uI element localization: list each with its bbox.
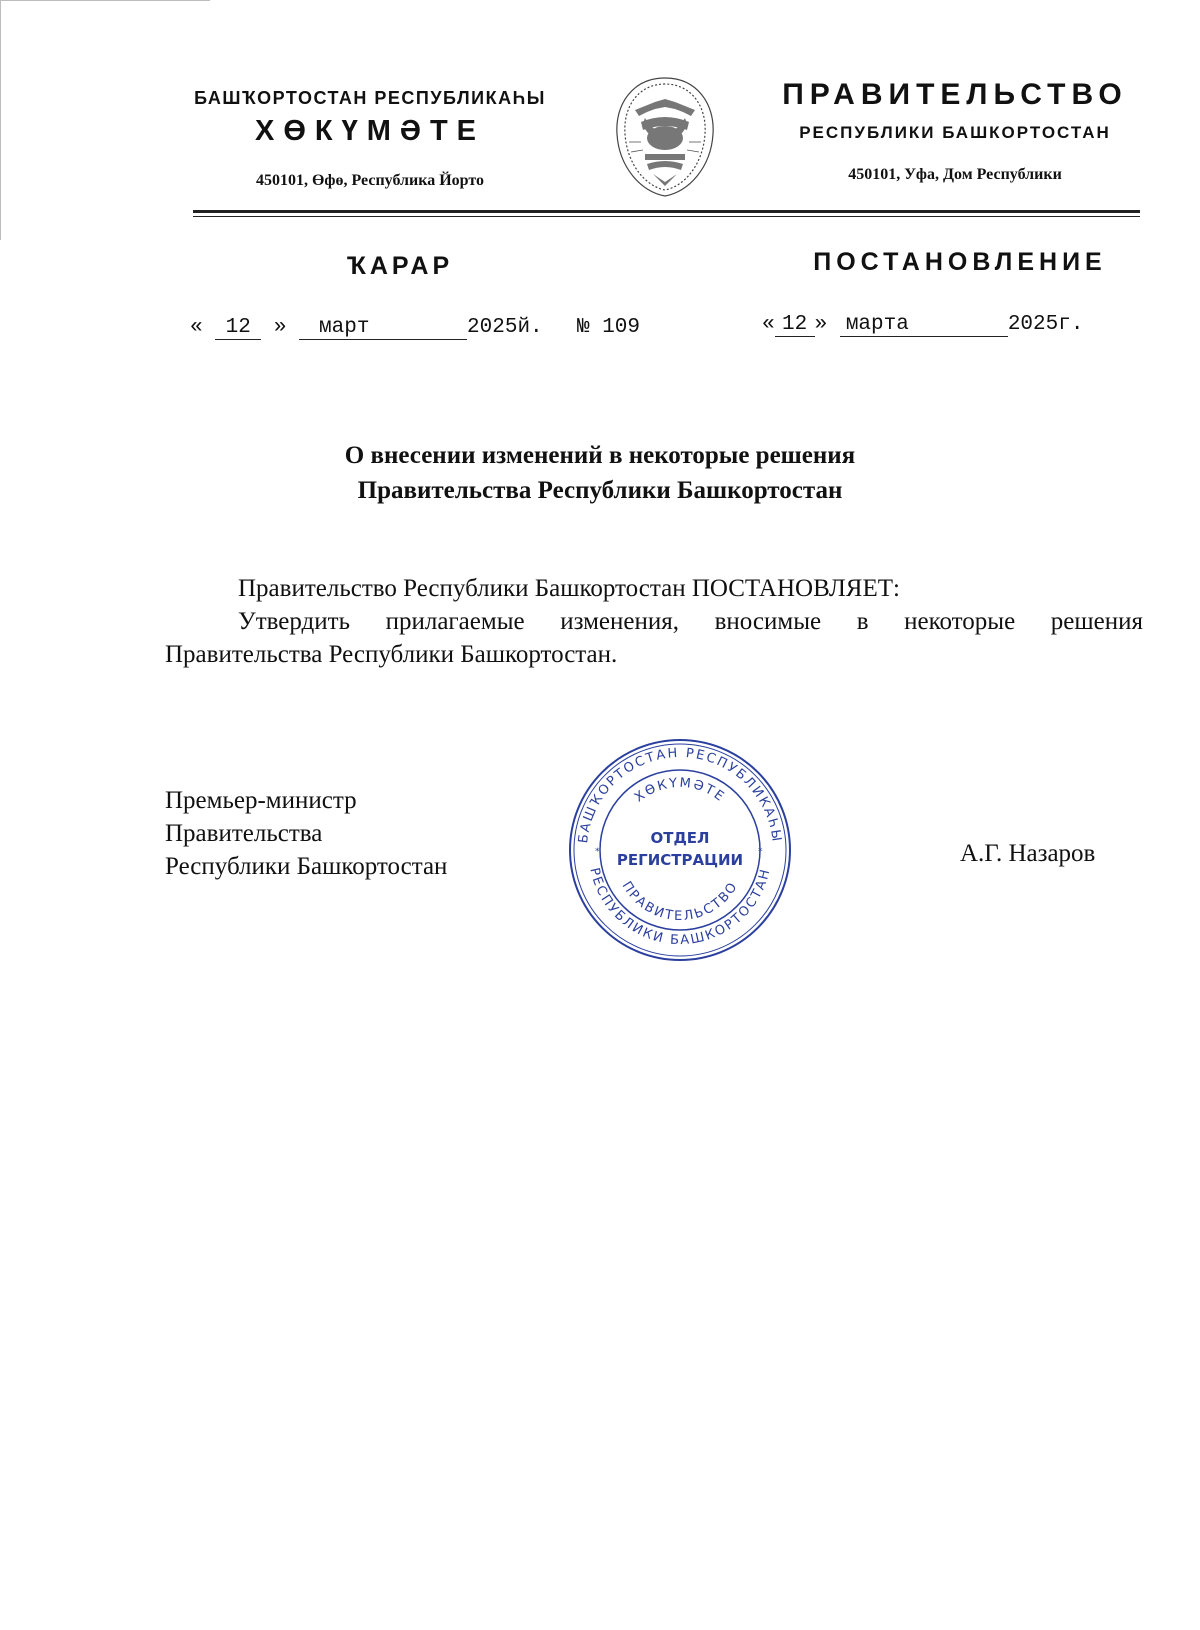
svg-text:ХӨКҮМӘТЕ xyxy=(632,776,728,806)
close-quote: » xyxy=(814,313,828,336)
stamp-outer-top: БАШҠОРТОСТАН РЕСПУБЛИКАҺЫ xyxy=(576,745,784,845)
stamp-center-line1: ОТДЕЛ xyxy=(650,829,710,847)
position-line: Правительства xyxy=(165,820,323,847)
date-month: март xyxy=(299,316,467,340)
doc-type-russian: ПОСТАНОВЛЕНИЕ xyxy=(813,248,1107,276)
doc-type-bashkir: ҠАРАР xyxy=(346,252,454,280)
date-right xyxy=(762,313,1083,337)
stamp-center-line2: РЕГИСТРАЦИИ xyxy=(616,851,744,869)
date-day: 12 xyxy=(775,313,815,337)
date-left xyxy=(190,316,543,340)
title-line: О внесении изменений в некоторые решения xyxy=(344,442,856,469)
resolution-preamble: Правительство Республики Башкортостан ПОСТАНОВЛЯЕТ: xyxy=(238,575,900,602)
scan-edge-line xyxy=(0,0,1,240)
resolution-item: Утвердить прилагаемые изменения, вносимые в некоторые решения xyxy=(238,608,1143,635)
close-quote: » xyxy=(273,316,287,339)
open-quote: « xyxy=(762,313,775,336)
header-right-republic: РЕСПУБЛИКИ БАШКОРТОСТАН xyxy=(799,123,1111,142)
header-divider xyxy=(193,210,1140,213)
header-right-address: 450101, Уфа, Дом Республики xyxy=(848,166,1062,183)
position-line: Республики Башкортостан xyxy=(165,853,448,880)
header-right-government: ПРАВИТЕЛЬСТВО xyxy=(782,78,1128,111)
stamp-inner-top: ХӨКҮМӘТЕ xyxy=(632,775,728,806)
title-line: Правительства Республики Башкортостан xyxy=(357,477,843,504)
stamp-inner-bottom: ПРАВИТЕЛЬСТВО xyxy=(618,878,742,925)
header-divider-thin xyxy=(193,216,1140,217)
signer-name: А.Г. Назаров xyxy=(960,840,1096,867)
svg-text:РЕСПУБЛИКИ БАШКОРТОСТАН xyxy=(586,866,773,948)
signer-position xyxy=(165,784,447,883)
stamp-star: * xyxy=(758,847,763,857)
registration-stamp xyxy=(565,735,795,965)
header-left-address: 450101, Өфө, Республика Йорто xyxy=(255,172,485,189)
scan-edge-line xyxy=(0,0,210,1)
stamp-outer-bottom: РЕСПУБЛИКИ БАШКОРТОСТАН xyxy=(586,866,774,949)
position-line: Премьер-министр xyxy=(165,787,357,814)
document-title xyxy=(200,438,1000,508)
open-quote: « xyxy=(190,316,203,339)
document-number: № 109 xyxy=(577,316,641,339)
date-day: 12 xyxy=(215,316,261,340)
date-year: 2025г. xyxy=(1007,313,1084,336)
coat-of-arms-icon xyxy=(605,72,725,202)
stamp-star: * xyxy=(595,847,600,857)
header-left-government: ХӨКҮМӘТЕ xyxy=(255,115,485,147)
date-year: 2025й. xyxy=(467,316,543,339)
date-month: марта xyxy=(840,313,1008,337)
header-left-republic: БАШҠОРТОСТАН РЕСПУБЛИКАҺЫ xyxy=(194,88,546,108)
resolution-item-cont: Правительства Республики Башкортостан. xyxy=(165,641,618,668)
